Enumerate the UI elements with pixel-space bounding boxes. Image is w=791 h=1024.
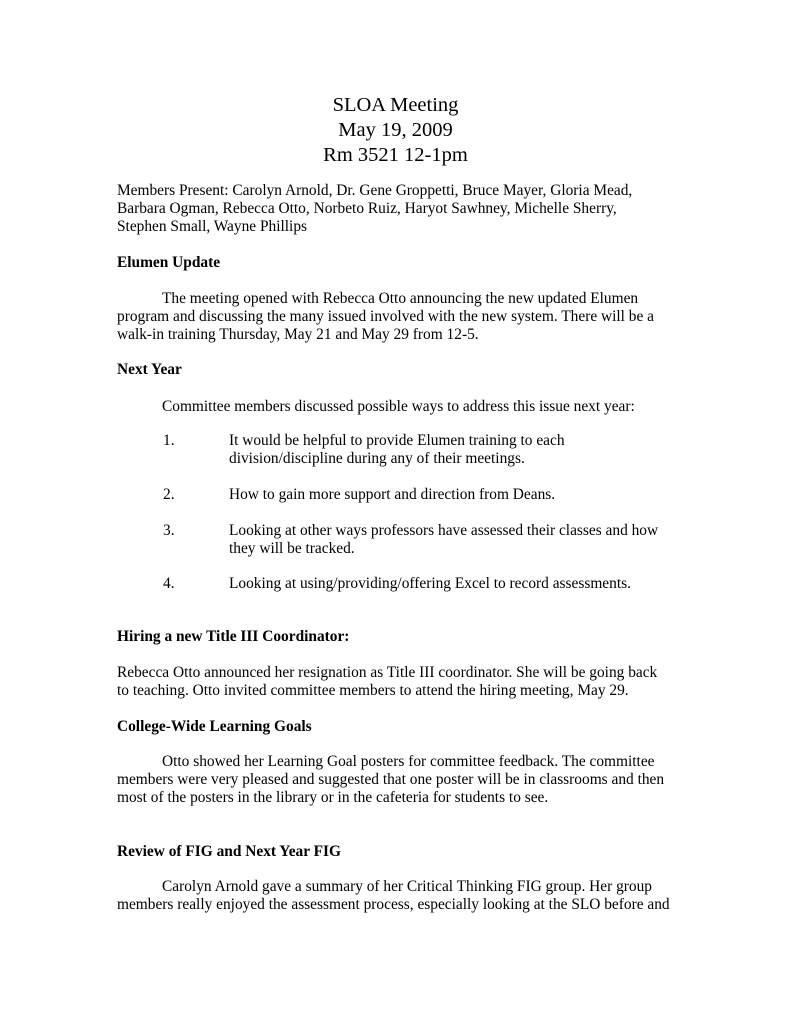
section-heading-next-year: Next Year <box>117 361 182 378</box>
members-line: Members Present: Carolyn Arnold, Dr. Gene Groppetti, Bruce Mayer, Gloria Mead, <box>117 182 633 199</box>
list-item <box>229 432 699 468</box>
paragraph-line: to teaching. Otto invited committee members to attend the hiring meeting, May 29. <box>117 682 629 699</box>
list-item-number: 2. <box>163 486 175 503</box>
section-heading-learning-goals: College-Wide Learning Goals <box>117 718 312 735</box>
list-item <box>229 486 699 504</box>
learning-goals-paragraph <box>117 753 687 807</box>
list-item-number: 4. <box>163 575 175 592</box>
members-line: Barbara Ogman, Rebecca Otto, Norbeto Ruiz, Haryot Sawhney, Michelle Sherry, <box>117 200 617 217</box>
section-heading-fig: Review of FIG and Next Year FIG <box>117 843 341 860</box>
list-item-line: Looking at using/providing/offering Excel to record assessments. <box>229 575 631 592</box>
section-heading-elumen: Elumen Update <box>117 254 221 271</box>
paragraph-line: walk-in training Thursday, May 21 and May 29 from 12-5. <box>117 326 479 343</box>
members-present <box>117 182 687 236</box>
paragraph-line: The meeting opened with Rebecca Otto announcing the new updated Elumen <box>162 290 639 307</box>
list-item <box>229 522 699 558</box>
elumen-paragraph <box>117 290 687 344</box>
paragraph-line: most of the posters in the library or in the cafeteria for students to see. <box>117 789 549 806</box>
list-item-line: How to gain more support and direction from Deans. <box>229 486 556 503</box>
fig-paragraph <box>117 878 687 914</box>
list-item <box>229 575 699 593</box>
list-item-number: 3. <box>163 522 175 539</box>
meeting-title: SLOA Meeting <box>332 94 459 116</box>
hiring-paragraph <box>117 664 687 700</box>
paragraph-line: Rebecca Otto announced her resignation as Title III coordinator. She will be going back <box>117 664 658 681</box>
next-year-intro: Committee members discussed possible ways to address this issue next year: <box>162 398 635 415</box>
paragraph-line: Carolyn Arnold gave a summary of her Critical Thinking FIG group. Her group <box>162 878 652 895</box>
meeting-room-time: Rm 3521 12-1pm <box>323 144 468 166</box>
list-item-line: Looking at other ways professors have assessed their classes and how <box>229 522 659 539</box>
list-item-number: 1. <box>163 432 175 449</box>
paragraph-line: Otto showed her Learning Goal posters for committee feedback. The committee <box>162 753 655 770</box>
paragraph-line: program and discussing the many issued involved with the new system. There will be a <box>117 308 655 325</box>
list-item-line: It would be helpful to provide Elumen training to each <box>229 432 565 449</box>
meeting-date: May 19, 2009 <box>338 119 453 141</box>
paragraph-line: members were very pleased and suggested that one poster will be in classrooms and then <box>117 771 665 788</box>
list-item-line: division/discipline during any of their meetings. <box>229 450 525 467</box>
members-line: Stephen Small, Wayne Phillips <box>117 218 307 235</box>
list-item-line: they will be tracked. <box>229 540 355 557</box>
paragraph-line: members really enjoyed the assessment process, especially looking at the SLO before and <box>117 896 670 913</box>
section-heading-hiring: Hiring a new Title III Coordinator: <box>117 628 350 645</box>
